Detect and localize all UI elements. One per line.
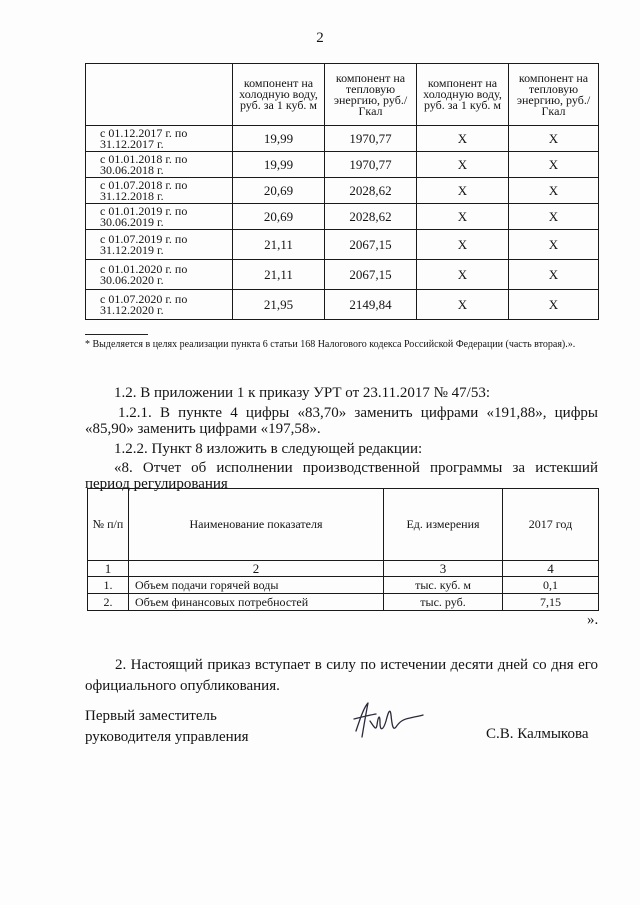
table-row <box>86 204 599 230</box>
period-cell: с 01.12.2017 г. по 31.12.2017 г. <box>86 126 233 152</box>
heat2-cell: X <box>509 152 599 178</box>
report-header-cell: Наименование показателя <box>129 489 384 561</box>
heat2-cell: X <box>509 178 599 204</box>
unit-cell: тыс. куб. м <box>384 577 503 594</box>
closing-quote: ». <box>587 612 599 628</box>
water2-cell: X <box>417 126 509 152</box>
heat-cell: 2149,84 <box>325 290 417 320</box>
tariff-table <box>85 63 599 320</box>
column-number: 3 <box>384 561 503 577</box>
report-header-cell: Ед. измерения <box>384 489 503 561</box>
signer-name: С.В. Калмыкова <box>486 726 589 742</box>
table-row <box>86 152 599 178</box>
table-row <box>86 126 599 152</box>
period-cell: с 01.07.2018 г. по 31.12.2018 г. <box>86 178 233 204</box>
water-cell: 21,11 <box>233 230 325 260</box>
report-table <box>87 488 599 611</box>
water2-cell: X <box>417 178 509 204</box>
report-numbering-row <box>88 561 599 577</box>
water2-cell: X <box>417 152 509 178</box>
paragraph-1-2: 1.2. В приложении 1 к приказу УРТ от 23.11.2017 № 47/53: <box>114 385 491 401</box>
period-cell: с 01.07.2020 г. по 31.12.2020 г. <box>86 290 233 320</box>
table-row <box>86 230 599 260</box>
footnote: * Выделяется в целях реализации пункта 6 статьи 168 Налогового кодекса Российской Федерации (часть вторая).». <box>85 339 576 350</box>
column-number: 2 <box>129 561 384 577</box>
row-number: 1. <box>88 577 129 594</box>
water-cell: 21,11 <box>233 260 325 290</box>
water-cell: 19,99 <box>233 152 325 178</box>
period-cell: с 01.07.2019 г. по 31.12.2019 г. <box>86 230 233 260</box>
signer-title-line-1: Первый заместитель <box>85 708 217 724</box>
paragraph-1-2-1: 1.2.1. В пункте 4 цифры «83,70» заменить цифрами «191,88», цифры «85,90» заменить цифрами «197,58». <box>85 405 598 437</box>
handwritten-signature <box>350 697 426 743</box>
indicator-name: Объем финансовых потребностей <box>129 594 384 611</box>
table-row <box>88 577 599 594</box>
value-cell: 0,1 <box>503 577 599 594</box>
water-cell: 20,69 <box>233 178 325 204</box>
paragraph-2: 2. Настоящий приказ вступает в силу по истечении десяти дней со дня его официального опубликования. <box>85 657 598 694</box>
page-number: 2 <box>316 30 324 46</box>
period-cell: с 01.01.2018 г. по 30.06.2018 г. <box>86 152 233 178</box>
value-cell: 7,15 <box>503 594 599 611</box>
heat2-cell: X <box>509 126 599 152</box>
signer-title <box>85 706 249 748</box>
heat2-cell: X <box>509 260 599 290</box>
table-row <box>86 290 599 320</box>
column-number: 1 <box>88 561 129 577</box>
paragraph-1-2-2: 1.2.2. Пункт 8 изложить в следующей редакции: <box>114 441 423 457</box>
water2-cell: X <box>417 204 509 230</box>
report-header-cell: 2017 год <box>503 489 599 561</box>
period-cell: с 01.01.2019 г. по 30.06.2019 г. <box>86 204 233 230</box>
heat2-cell: X <box>509 290 599 320</box>
table-row <box>86 178 599 204</box>
water-cell: 19,99 <box>233 126 325 152</box>
signer-title-line-2: руководителя управления <box>85 729 249 745</box>
tariff-header-cell: компонент на тепловую энергию, руб./Гкал <box>325 64 417 126</box>
row-number: 2. <box>88 594 129 611</box>
heat2-cell: X <box>509 204 599 230</box>
tariff-header-cell: компонент на тепловую энергию, руб./Гкал <box>509 64 599 126</box>
period-cell: с 01.01.2020 г. по 30.06.2020 г. <box>86 260 233 290</box>
table-row <box>86 260 599 290</box>
water2-cell: X <box>417 290 509 320</box>
indicator-name: Объем подачи горячей воды <box>129 577 384 594</box>
water-cell: 20,69 <box>233 204 325 230</box>
unit-cell: тыс. руб. <box>384 594 503 611</box>
heat-cell: 2028,62 <box>325 178 417 204</box>
heat-cell: 2067,15 <box>325 230 417 260</box>
tariff-header-cell: компонент на холодную воду, руб. за 1 куб. м <box>417 64 509 126</box>
water2-cell: X <box>417 260 509 290</box>
tariff-header-row <box>86 64 599 126</box>
report-header-row <box>88 489 599 561</box>
tariff-header-cell: компонент на холодную воду, руб. за 1 куб. м <box>233 64 325 126</box>
tariff-header-cell <box>86 64 233 126</box>
paragraph-item-8: «8. Отчет об исполнении производственной программы за истекший период регулирования <box>85 460 598 492</box>
water2-cell: X <box>417 230 509 260</box>
footnote-divider <box>85 334 148 335</box>
table-row <box>88 594 599 611</box>
water-cell: 21,95 <box>233 290 325 320</box>
heat-cell: 2028,62 <box>325 204 417 230</box>
heat2-cell: X <box>509 230 599 260</box>
heat-cell: 1970,77 <box>325 152 417 178</box>
heat-cell: 1970,77 <box>325 126 417 152</box>
column-number: 4 <box>503 561 599 577</box>
heat-cell: 2067,15 <box>325 260 417 290</box>
report-header-cell: № п/п <box>88 489 129 561</box>
